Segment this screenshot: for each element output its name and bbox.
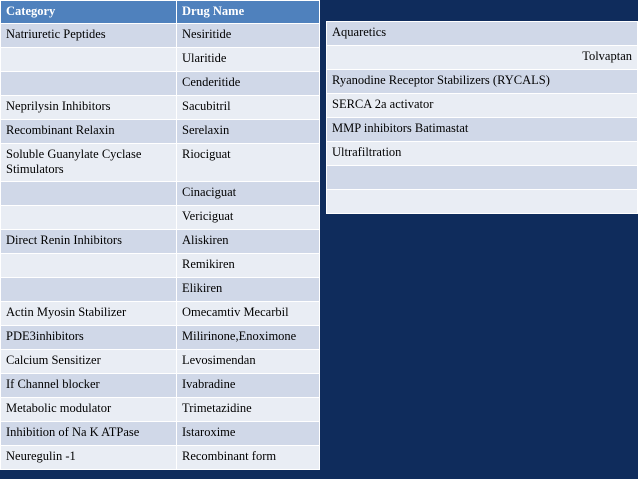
table-row (1, 48, 320, 72)
table-row (1, 24, 320, 48)
other-therapies-table (326, 21, 638, 214)
table-row (1, 374, 320, 398)
table-row (327, 142, 638, 166)
drug-name-cell: Serelaxin (177, 120, 320, 144)
therapy-cell: Aquaretics (327, 22, 638, 46)
therapy-cell (327, 166, 638, 190)
header-row (1, 1, 320, 24)
drug-name-cell: Remikiren (177, 254, 320, 278)
table-row (327, 94, 638, 118)
drug-category-table (0, 0, 320, 470)
category-cell: Neuregulin -1 (1, 446, 177, 470)
drug-name-cell: Cenderitide (177, 72, 320, 96)
drug-name-cell: Vericiguat (177, 206, 320, 230)
drug-name-cell: Riociguat (177, 144, 320, 182)
category-cell: Neprilysin Inhibitors (1, 96, 177, 120)
category-cell (1, 206, 177, 230)
table-row (1, 120, 320, 144)
therapy-cell: SERCA 2a activator (327, 94, 638, 118)
category-cell: Actin Myosin Stabilizer (1, 302, 177, 326)
table-row (327, 190, 638, 214)
table-row (1, 446, 320, 470)
drug-name-cell: Omecamtiv Mecarbil (177, 302, 320, 326)
therapy-cell: MMP inhibitors Batimastat (327, 118, 638, 142)
category-cell: Direct Renin Inhibitors (1, 230, 177, 254)
table-row (1, 182, 320, 206)
drug-name-cell: Trimetazidine (177, 398, 320, 422)
table-row (327, 46, 638, 70)
therapy-cell: Tolvaptan (327, 46, 638, 70)
table-row (1, 96, 320, 120)
category-cell (1, 254, 177, 278)
drug-name-cell: Levosimendan (177, 350, 320, 374)
drug-name-cell: Milirinone,Enoximone (177, 326, 320, 350)
drug-name-cell: Sacubitril (177, 96, 320, 120)
table-row (1, 398, 320, 422)
table-row (1, 302, 320, 326)
table-row (327, 118, 638, 142)
category-cell (1, 48, 177, 72)
drug-name-cell: Recombinant form (177, 446, 320, 470)
table-row (1, 206, 320, 230)
table-row (1, 144, 320, 182)
table-row (327, 70, 638, 94)
table-row (1, 254, 320, 278)
category-cell (1, 72, 177, 96)
drug-name-cell: Istaroxime (177, 422, 320, 446)
category-cell: PDE3inhibitors (1, 326, 177, 350)
therapy-cell: Ryanodine Receptor Stabilizers (RYCALS) (327, 70, 638, 94)
drug-name-cell: Ivabradine (177, 374, 320, 398)
header-category: Category (1, 1, 177, 24)
category-cell (1, 182, 177, 206)
therapy-cell (327, 190, 638, 214)
category-cell: Inhibition of Na K ATPase (1, 422, 177, 446)
table-row (327, 22, 638, 46)
drug-name-cell: Cinaciguat (177, 182, 320, 206)
category-cell: Recombinant Relaxin (1, 120, 177, 144)
drug-name-cell: Ularitide (177, 48, 320, 72)
drug-name-cell: Aliskiren (177, 230, 320, 254)
drug-name-cell: Elikiren (177, 278, 320, 302)
category-cell: If Channel blocker (1, 374, 177, 398)
category-cell: Natriuretic Peptides (1, 24, 177, 48)
category-cell: Calcium Sensitizer (1, 350, 177, 374)
table-row (1, 72, 320, 96)
table-row (1, 326, 320, 350)
category-cell: Metabolic modulator (1, 398, 177, 422)
table-row (1, 278, 320, 302)
table-row (1, 422, 320, 446)
table-row (1, 230, 320, 254)
table-row (1, 350, 320, 374)
header-drug-name: Drug Name (177, 1, 320, 24)
category-cell: Soluble Guanylate Cyclase Stimulators (1, 144, 177, 182)
table-row (327, 166, 638, 190)
category-cell (1, 278, 177, 302)
drug-name-cell: Nesiritide (177, 24, 320, 48)
therapy-cell: Ultrafiltration (327, 142, 638, 166)
